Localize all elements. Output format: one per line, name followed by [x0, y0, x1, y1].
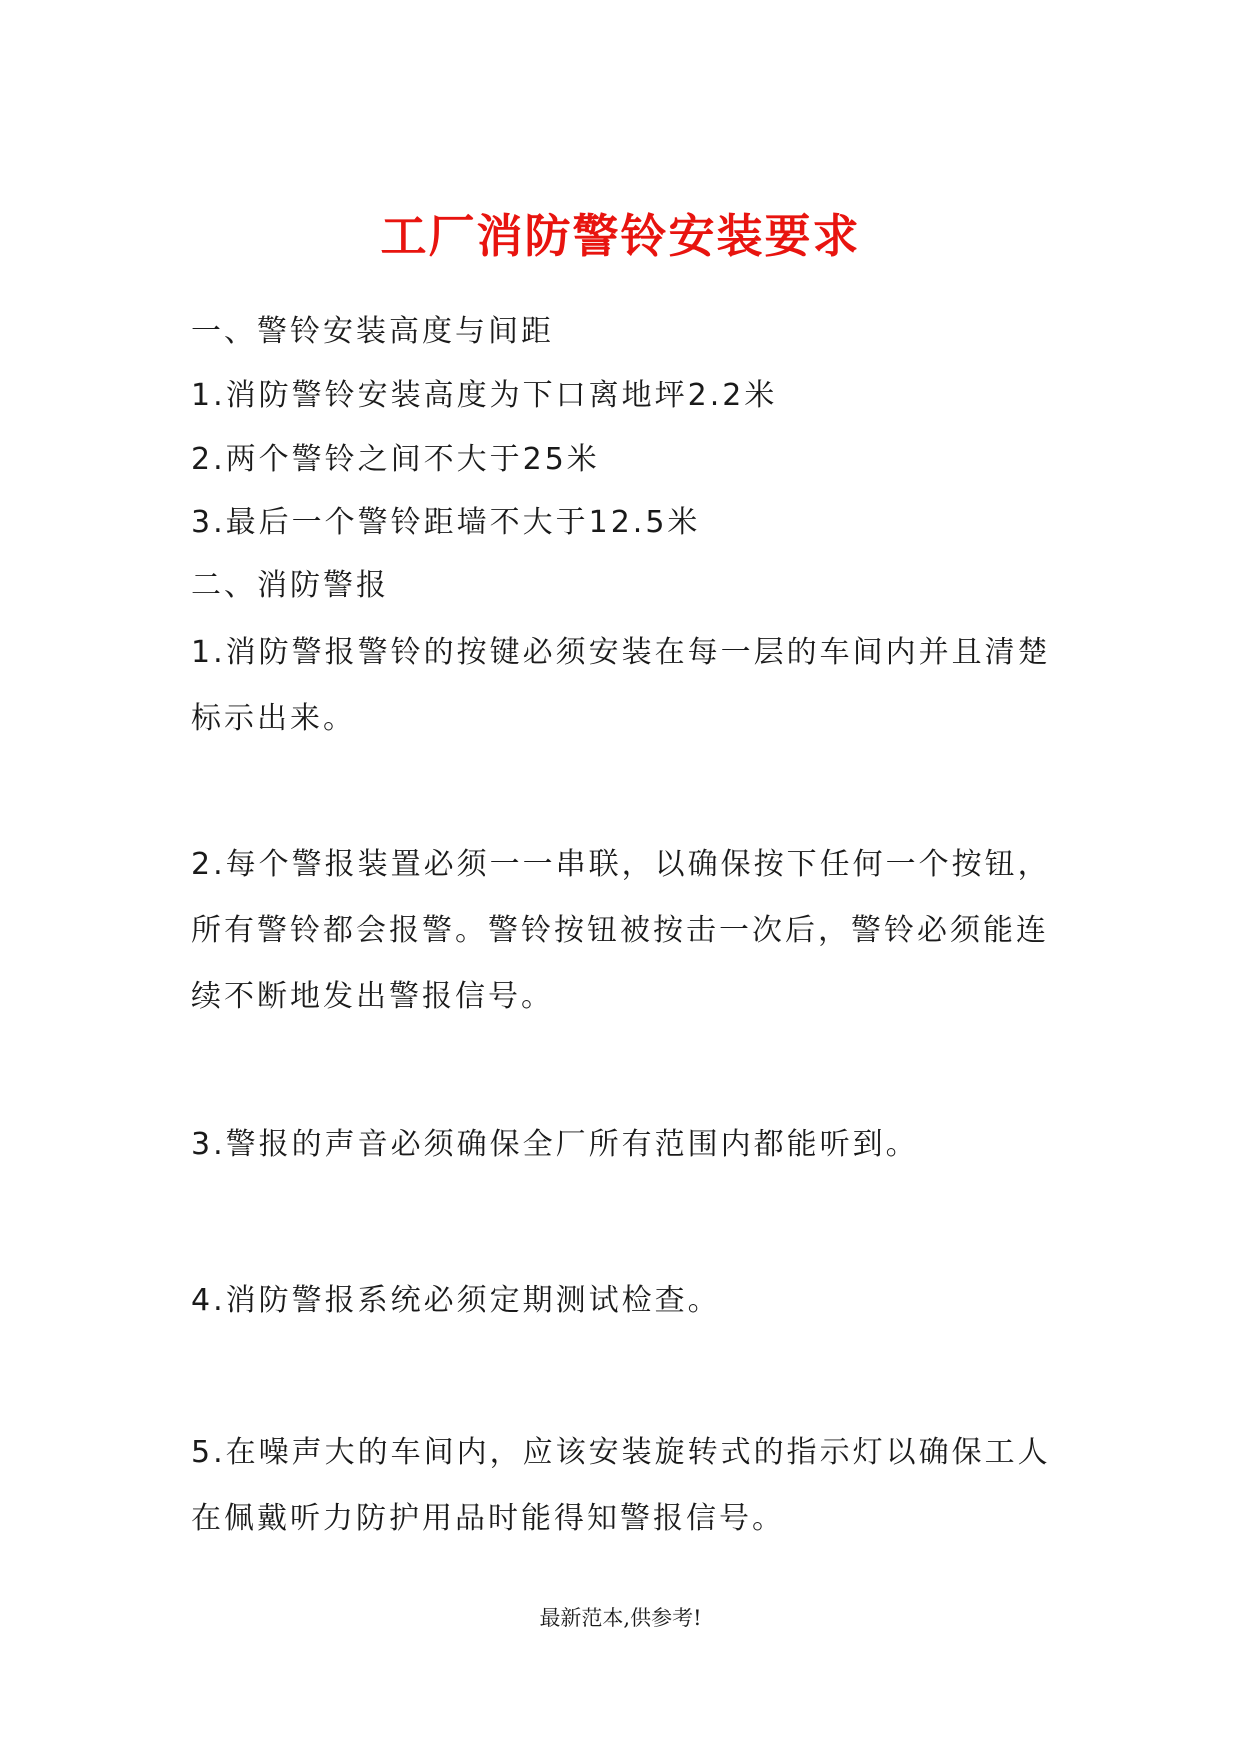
- list-item: 1.消防警铃安装高度为下口离地坪2.2米: [191, 378, 778, 413]
- list-item: 1.消防警报警铃的按键必须安装在每一层的车间内并且清楚标示出来。: [191, 635, 1051, 736]
- section-heading-2: 二、消防警报: [191, 568, 389, 603]
- section-heading-1: 一、警铃安装高度与间距: [191, 314, 554, 349]
- page-footer: 最新范本,供参考!: [539, 1606, 702, 1630]
- document-title: 工厂消防警铃安装要求: [380, 209, 861, 263]
- list-item: 4.消防警报系统必须定期测试检查。: [191, 1283, 721, 1318]
- list-item: 2.每个警报装置必须一一串联，以确保按下任何一个按钮，所有警铃都会报警。警铃按钮被按击一次后，警铃必须能连续不断地发出警报信号。: [191, 847, 1051, 1014]
- list-item: 5.在噪声大的车间内，应该安装旋转式的指示灯以确保工人在佩戴听力防护用品时能得知警报信号。: [191, 1435, 1051, 1536]
- list-item: 2.两个警铃之间不大于25米: [191, 442, 600, 477]
- list-item: 3.警报的声音必须确保全厂所有范围内都能听到。: [191, 1127, 919, 1162]
- list-item: 3.最后一个警铃距墙不大于12.5米: [191, 505, 701, 540]
